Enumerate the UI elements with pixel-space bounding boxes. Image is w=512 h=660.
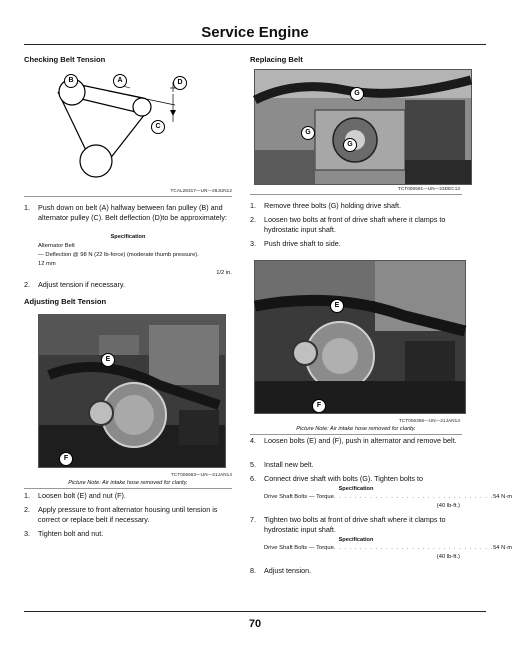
figure-rule [250,434,462,435]
callout-g2: G [301,126,315,140]
step-number: 6. [250,474,256,483]
figure-code: TCAL28317—UN—28JUN12 [170,188,232,193]
checking-heading: Checking Belt Tension [24,55,106,64]
list-item [250,515,462,537]
list-item [24,529,232,541]
spec-value-2: (40 lb-ft.) [436,554,460,560]
step-number: 2. [250,215,256,224]
callout-a: A [113,74,127,88]
spec-row [264,545,512,551]
step-number: 2. [24,505,30,514]
spec-dots: . . . . . . . . . . . . . . . . . . . . . . . . . . . . . . . [333,494,494,500]
spec-value: 54 N·m [493,494,512,500]
step-number: 7. [250,515,256,524]
step-number: 2. [24,280,30,289]
step-text: Loosen two bolts at front of drive shaft where it clamps to hydrostatic input shaft. [264,215,446,234]
list-item [250,460,462,472]
step-text: Tighten two bolts at front of drive shaft where it clamps to hydrostatic input shaft. [264,515,446,534]
spec-in: 1/2 in. [216,270,232,276]
step-text: Loosen bolt (E) and nut (F). [38,491,126,500]
step-number: 1. [250,201,256,210]
crank-pulley [80,145,112,177]
step-number: 3. [250,239,256,248]
callout-g1: G [350,87,364,101]
step-text: Install new belt. [264,460,314,469]
title-rule [24,44,486,45]
alternator-photo [38,314,226,468]
figure-code: TCT006591—UN—23DEC13 [398,186,460,191]
spec-dots: . . . . . . . . . . . . . . . . . . . . . . . . . . . . . . . [333,545,494,551]
replacing-heading: Replacing Belt [250,55,303,64]
step-number: 1. [24,203,30,212]
list-item [24,505,232,527]
list-item [250,215,462,237]
list-item [250,474,462,486]
page-title: Service Engine [201,24,309,41]
callout-f: F [59,452,73,466]
step-text: Adjust tension. [264,566,312,575]
arrow-head [170,110,176,116]
spec-heading: Specification [338,486,374,492]
spec-label: Drive Shaft Bolts — Torque [264,545,334,551]
step-text: Push drive shaft to side. [264,239,341,248]
alternator-pulley [133,98,151,116]
figure-rule [250,194,462,195]
figure-rule [24,196,232,197]
callout-g3: G [343,138,357,152]
page-number: 70 [248,618,262,630]
list-item [250,239,462,251]
list-item [24,491,232,503]
spec-label: Drive Shaft Bolts — Torque [264,494,334,500]
spec-value-2: (40 lb-ft.) [436,503,460,509]
adjusting-heading: Adjusting Belt Tension [24,297,107,306]
step-number: 3. [24,529,30,538]
picture-note: Picture Note: Air intake hose removed for clarity. [296,426,416,432]
list-item [250,436,462,458]
step-text: Tighten bolt and nut. [38,529,104,538]
belt-line [109,114,145,160]
step-text: Push down on belt (A) halfway between fan pulley (B) and alternator pulley (C). Belt deflection (D)to be approximately: [38,203,227,222]
spec-heading: Specification [110,234,146,240]
spec-value: 54 N·m [493,545,512,551]
spec-detail: — Deflection @ 98 N (22 lb-force) (moderate thumb pressure). [38,252,199,258]
step-number: 8. [250,566,256,575]
figure-rule [24,488,232,489]
callout-e: E [101,353,115,367]
spec-row [264,494,512,500]
step-text: Remove three bolts (G) holding drive shaft. [264,201,402,210]
alternator-photo-2 [254,260,466,414]
step-text: Loosen bolts (E) and (F), push in alternator and remove belt. [264,436,457,445]
list-item [250,201,462,213]
spec-heading: Specification [338,537,374,543]
callout-c: C [151,120,165,134]
callout-e: E [330,299,344,313]
spec-mm: 12 mm [38,261,56,267]
callout-f: F [312,399,326,413]
step-text: Connect drive shaft with bolts (G). Tighten bolts to [264,474,423,483]
callout-d: D [173,76,187,90]
list-item [24,280,232,292]
picture-note: Picture Note: Air intake hose removed for clarity. [68,480,188,486]
step-number: 4. [250,436,256,445]
footer-rule [24,611,486,612]
step-text: Apply pressure to front alternator housing until tension is correct or replace belt if necessary. [38,505,218,524]
figure-code: TCT006583—UN—21JAN14 [171,472,232,477]
belt-diagram [40,70,220,180]
spec-item: Alternator Belt [38,243,75,249]
callout-b: B [64,74,78,88]
drive-shaft-photo [254,69,472,185]
figure-code: TCT006356—UN—21JAN14 [399,418,460,423]
list-item [24,203,232,233]
step-text: Adjust tension if necessary. [38,280,125,289]
step-number: 1. [24,491,30,500]
step-number: 5. [250,460,256,469]
list-item [250,566,462,578]
